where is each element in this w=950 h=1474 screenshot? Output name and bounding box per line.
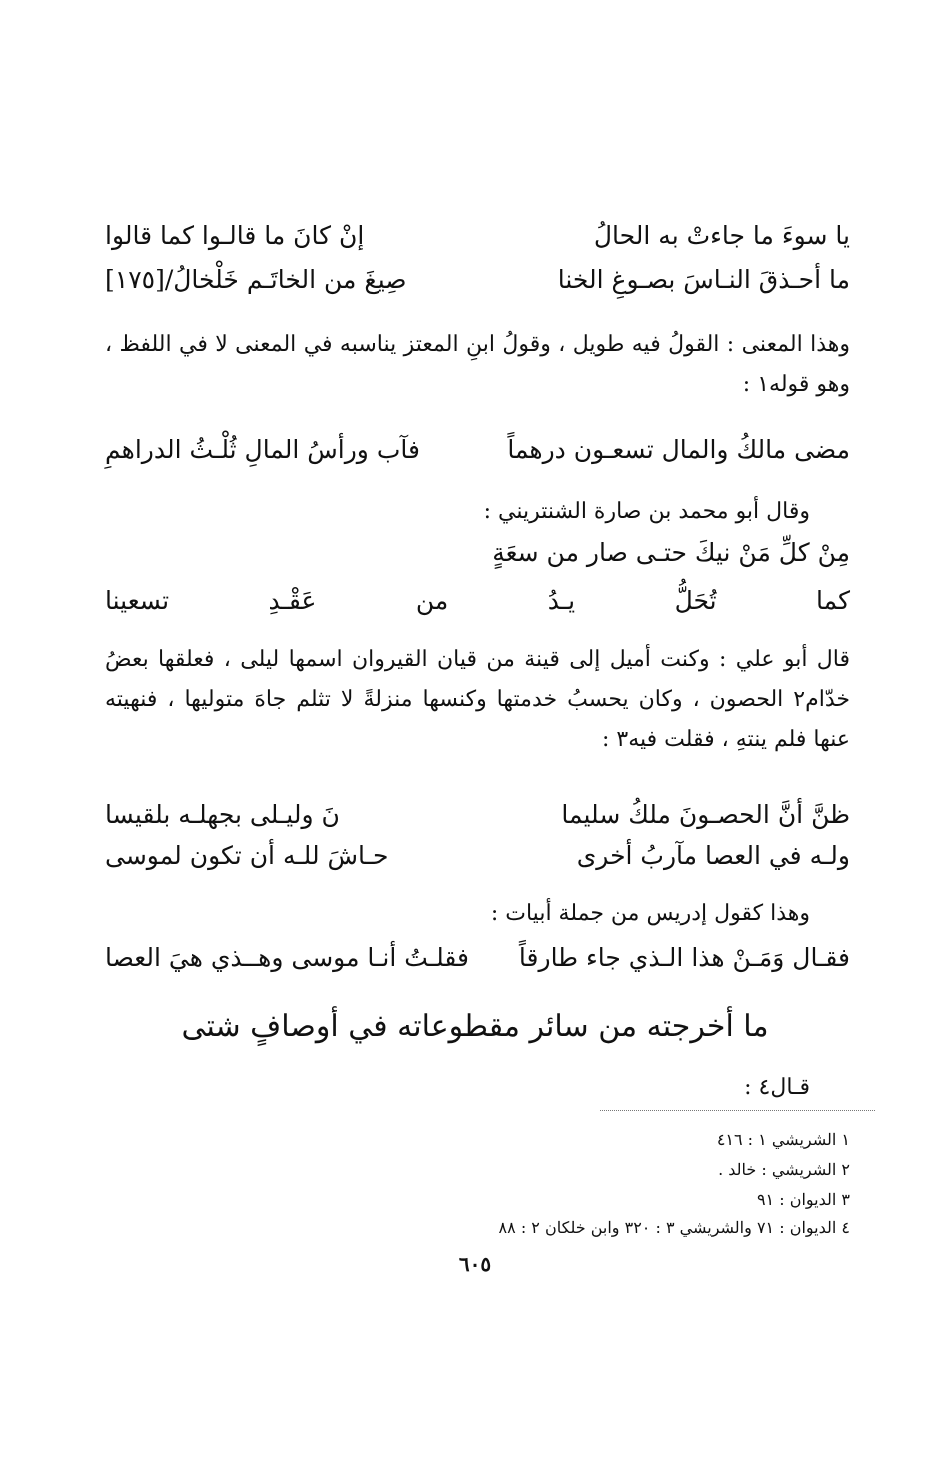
section-heading: ما أخرجته من سائر مقطوعاته في أوصافٍ شتى (181, 1009, 769, 1044)
verse-word: تسعينا (105, 586, 170, 615)
verse-word: كما (816, 586, 850, 615)
hemistich-left: صِيغَ من الخاتَـم خَلْخالُ/[١٧٥] (105, 265, 407, 294)
hemistich-left: حـاشَ للـه أن تكون لموسى (105, 841, 389, 870)
hemistich-right: يا سوءَ ما جاءتْ به الحالُ (593, 221, 850, 250)
verse-word: عَقْـدِ (268, 586, 317, 615)
paragraph-idris: وهذا كقول إدريس من جملة أبيات : (490, 901, 810, 926)
hemistich-right: ظنَّ أنَّ الحصـونَ ملكُ سليما (561, 800, 850, 829)
footnote-2: ٢ الشريشي : خالد . (718, 1160, 850, 1179)
hemistich-left: فقلـتُ أنـا موسى وهــذي هيَ العصا (105, 943, 469, 972)
footnote-3: ٣ الديوان : ٩١ (756, 1190, 850, 1209)
hemistich-left: نَ وليـلى بجهلـه بلقيسا (105, 800, 340, 829)
hemistich-right: فقـال وَمَـنْ هذا الـذي جاء طارقاً (518, 943, 850, 972)
verse-line-6 (105, 940, 850, 976)
verse-line-1 (105, 218, 850, 254)
verse-line-3 (105, 432, 850, 468)
qal-line: قـال٤ : (744, 1075, 810, 1100)
footnote-4: ٤ الديوان : ٧١ والشريشي ٣ : ٣٢٠ وابن خلكان ٢ : ٨٨ (498, 1218, 850, 1237)
page-number: ٦٠٥ (458, 1252, 492, 1276)
footnote-separator (600, 1110, 875, 1111)
verse-word: من (415, 586, 449, 615)
verse-line-5 (105, 838, 850, 874)
hemistich-right: مضى مالكُ والمال تسعـون درهماً (507, 435, 850, 464)
paragraph-ibn-sara: وقال أبو محمد بن صارة الشنتريني : (483, 499, 810, 524)
paragraph-ibn-almutazz: وهذا المعنى : القولُ فيه طويل ، وقولُ ابنِ المعتز يناسبه في المعنى لا في اللفظ ، وهو قوله١ : (105, 332, 850, 397)
hemistich-left: إنْ كانَ ما قالـوا كما قالوا (105, 221, 365, 250)
footnote-1: ١ الشريشي ١ : ٤١٦ (716, 1130, 850, 1149)
verse-word: تُحَلُّ (674, 586, 717, 615)
verse-word: يـدُ (547, 586, 576, 615)
paragraph-abu-ali: قال أبو علي : وكنت أميل إلى قينة من قيان القيروان اسمها ليلى ، فعلقها بعضُ خدّام٢ الحصون ، وكان يحسبُ خدمتها وكنسها منزلةً لا تثلم جاهَ متوليها ، فنهيته عنها فلم ينتهِ ، فقلت فيه٣ : (105, 647, 850, 752)
hemistich-left: فآب ورأسُ المالِ ثُلْـثُ الدراهمِ (105, 435, 420, 464)
hemistich-right: ولـه في العصا مآربُ أخرى (576, 841, 850, 870)
verse-ibn-sara-line2 (105, 583, 850, 619)
verse-line-4 (105, 797, 850, 833)
hemistich-right: ما أحـذقَ النـاسَ بصـوغِ الخنا (557, 265, 850, 294)
verse-ibn-sara-line1: مِنْ كلِّ مَنْ نيكَ حتـى صار من سعَةٍ (492, 538, 850, 567)
verse-line-2 (105, 262, 850, 298)
